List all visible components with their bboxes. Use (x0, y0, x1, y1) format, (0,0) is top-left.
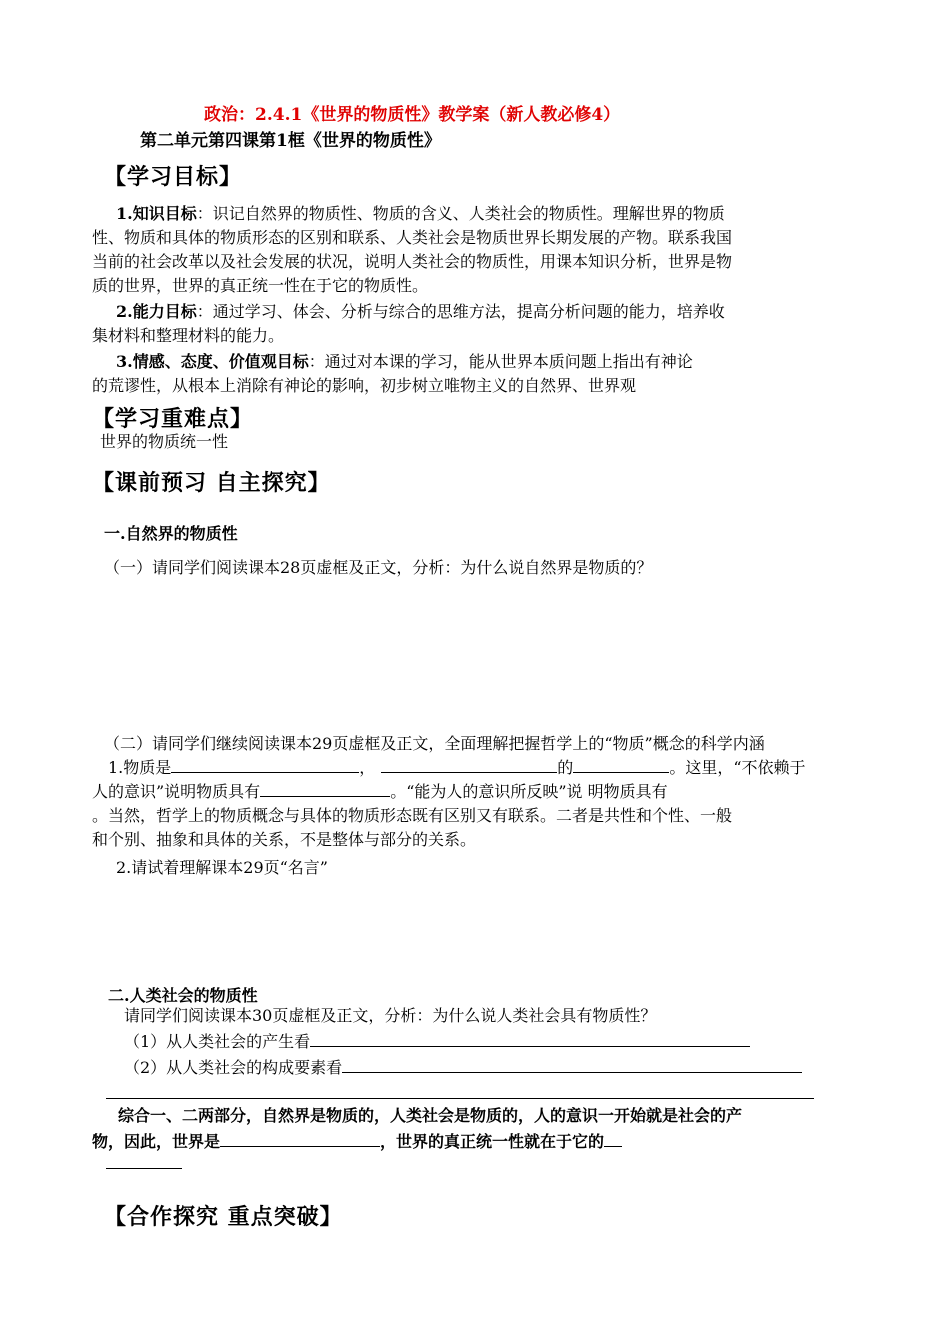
knowledge-line: ：识记自然界的物质性、物质的含义、人类社会的物质性。理解世界的物质 (196, 204, 725, 223)
question-3: 2.请试着理解课本29页“名言” (116, 858, 328, 877)
fill-line-1 (108, 756, 806, 780)
keypoints-text: 世界的物质统一性 (100, 432, 229, 451)
fill-line-4: 和个别、抽象和具体的关系，不是整体与部分的关系。 (92, 830, 477, 849)
blank-field[interactable] (604, 1130, 622, 1147)
answer-line[interactable] (106, 1168, 182, 1169)
summary-line-2 (92, 1130, 622, 1154)
blank-field[interactable] (381, 756, 557, 773)
fill-line-2 (92, 780, 668, 804)
summary-text: ，世界的真正统一性就在于它的 (380, 1132, 605, 1151)
knowledge-label: 1.知识目标 (116, 204, 197, 223)
knowledge-line: 质的世界，世界的真正统一性在于它的物质性。 (92, 276, 429, 295)
ability-goal (92, 300, 725, 348)
preview-heading: 【课前预习 自主探究】 (92, 470, 331, 496)
fill-text: ， (359, 758, 376, 777)
blank-field[interactable] (573, 756, 669, 773)
answer-line[interactable] (106, 1098, 814, 1099)
summary-text: 物，因此，世界是 (92, 1132, 221, 1151)
ability-label: 2.能力目标 (116, 302, 197, 321)
question-4: 请同学们阅读课本30页虚框及正文，分析：为什么说人类社会具有物质性？ (124, 1006, 657, 1025)
doc-subtitle: 第二单元第四课第1框《世界的物质性》 (140, 131, 441, 151)
fill-line-3: 。当然，哲学上的物质概念与具体的物质形态既有区别又有联系。二者是共性和个性、一般 (92, 806, 733, 825)
keypoints-heading: 【学习重难点】 (92, 406, 254, 432)
question-1: （一）请同学们阅读课本28页虚框及正文，分析：为什么说自然界是物质的？ (104, 558, 653, 577)
coop-heading: 【合作探究 重点突破】 (104, 1204, 343, 1230)
fill-text: 的 (557, 758, 574, 777)
question-text: （2）从人类社会的构成要素看 (124, 1058, 343, 1077)
fill-text: 。这里，“不依赖于 (669, 758, 806, 777)
emotion-line: 的荒谬性，从根本上消除有神论的影响，初步树立唯物主义的自然界、世界观 (92, 376, 637, 395)
blank-field[interactable] (220, 1130, 380, 1147)
emotion-label: 3.情感、态度、价值观目标 (116, 352, 309, 371)
question-2: （二）请同学们继续阅读课本29页虚框及正文，全面理解把握哲学上的“物质”概念的科学内涵 (104, 734, 765, 753)
ability-line: ：通过学习、体会、分析与综合的思维方法，提高分析问题的能力，培养收 (196, 302, 725, 321)
doc-title: 政治：2.4.1《世界的物质性》教学案（新人教必修4） (204, 105, 621, 125)
knowledge-goal (92, 202, 732, 298)
summary-line-1: 综合一、二两部分，自然界是物质的，人类社会是物质的，人的意识一开始就是社会的产 (118, 1106, 743, 1125)
section2-title: 二.人类社会的物质性 (108, 986, 258, 1005)
blank-field[interactable] (342, 1056, 802, 1073)
fill-text: 人的意识”说明物质具有 (92, 782, 261, 801)
question-4-2 (124, 1056, 802, 1080)
knowledge-line: 性、物质和具体的物质形态的区别和联系、人类社会是物质世界长期发展的产物。联系我国 (92, 228, 733, 247)
blank-field[interactable] (171, 756, 359, 773)
ability-line: 集材料和整理材料的能力。 (92, 326, 285, 345)
knowledge-line: 当前的社会改革以及社会发展的状况，说明人类社会的物质性，用课本知识分析，世界是物 (92, 252, 733, 271)
blank-field[interactable] (260, 780, 390, 797)
question-4-1 (124, 1030, 750, 1054)
question-text: （1）从人类社会的产生看 (124, 1032, 311, 1051)
blank-field[interactable] (310, 1030, 750, 1047)
emotion-goal (92, 350, 693, 398)
fill-text: 1.物质是 (108, 758, 172, 777)
section1-title: 一.自然界的物质性 (104, 524, 238, 543)
fill-text: 。“能为人的意识所反映”说 明物质具有 (390, 782, 668, 801)
emotion-line: ：通过对本课的学习，能从世界本质问题上指出有神论 (308, 352, 693, 371)
goals-heading: 【学习目标】 (104, 164, 243, 190)
